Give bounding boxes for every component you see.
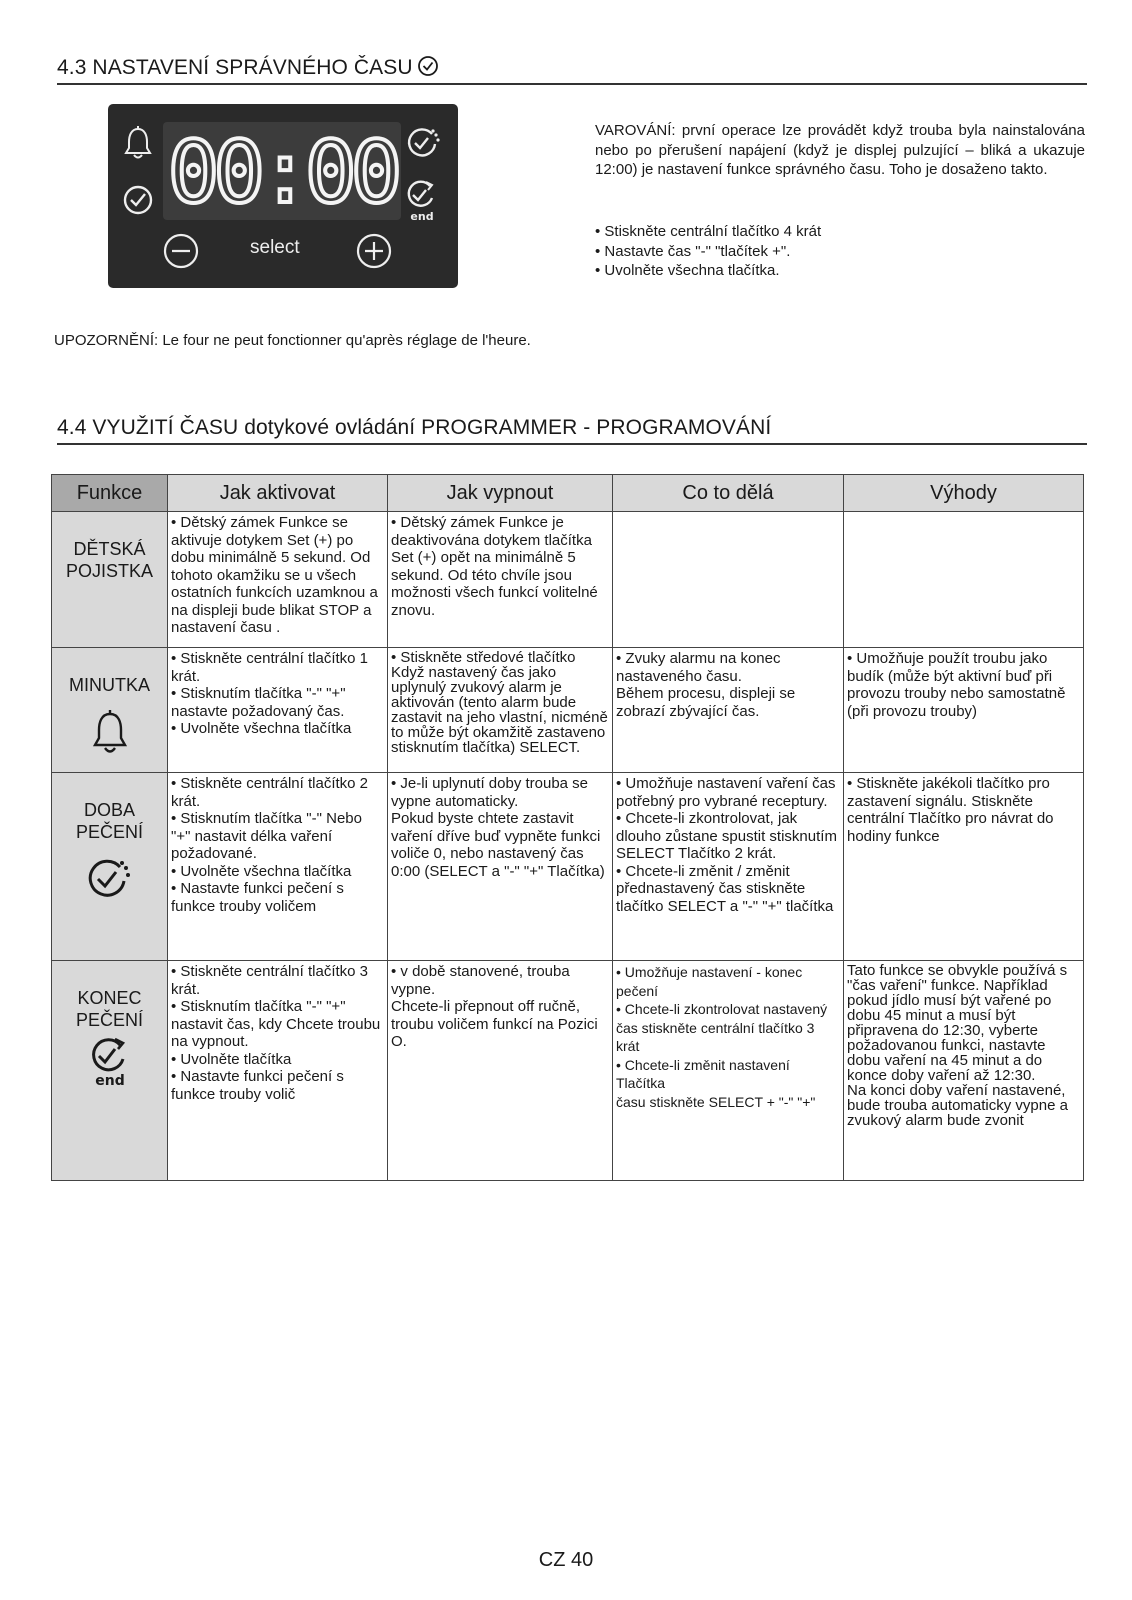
clock-check-icon [122,184,154,216]
cell-text [388,773,612,882]
activate-cell [168,648,388,773]
function-name [52,799,167,843]
cell-text [613,648,843,722]
function-name-line: POJISTKA [65,561,154,581]
cell-line: • Stisknutím tlačítka "-" "+" nastavte požadovaný čas. [171,685,346,720]
function-name-line: DĚTSKÁ [73,539,146,559]
function-name [52,674,167,696]
table-row [52,961,1084,1181]
activate-cell [168,961,388,1181]
cell-line: • Stiskněte středové tlačítko Když nastavený čas jako uplynulý zvukový alarm je aktivován (tento alarm bude zastavit na jeho vlastní, nicméně to může být okamžitě zastaveno stisknutím tlačítka) SELECT. [391,649,608,756]
step-item: • Nastavte čas "-" "tlačítek +". [595,242,791,260]
cell-line: Během procesu, displeji se zobrazí zbývající čas. [616,685,796,720]
alarm-bell-icon [122,126,154,160]
cell-text [388,648,612,757]
cell-line: • Umožňuje nastavení vaření čas potřebný pro vybrané receptury. [616,775,836,810]
function-name [52,538,167,582]
page-number: CZ 40 [538,1549,594,1571]
description-cell [613,773,844,961]
cell-line: • v době stanovené, trouba vypne. [391,963,570,998]
cell-line: • Uvolněte všechna tlačítka [171,862,352,880]
warning-steps [595,222,1085,281]
cell-text [613,961,843,1113]
description-cell [613,512,844,648]
deactivate-cell [388,961,613,1181]
time-digits [167,123,397,223]
cell-line: Pokud byste chtete zastavit vaření dříve buď vypněte funkci voliče 0, nebo nastavený čas 0:00 (SELECT a "-" "+" Tlačítka) [391,810,605,880]
end-cooking-icon [52,1035,167,1087]
cell-line: • Dětský zámek Funkce je deaktivována dotykem tlačítka Set (+) opět na minimálně 5 sekund. Od této chvíle jsou možnosti všech funkcí volitelné znovu. [391,514,598,619]
column-header: Jak vypnout [388,475,613,512]
cell-text [168,512,387,639]
cell-text [844,961,1083,1130]
select-button[interactable]: select [250,237,300,258]
activate-cell [168,773,388,961]
minus-button[interactable] [163,233,199,269]
cell-text [168,773,387,917]
cooking-time-icon [406,126,442,160]
deactivate-cell [388,648,613,773]
section-heading-4-3 [57,55,1087,85]
notice-text: UPOZORNĚNÍ: Le four ne peut fonctionner qu'après réglage de l'heure. [54,332,531,349]
cell-text [388,961,612,1053]
end-cooking-icon [404,178,440,222]
benefits-cell [844,773,1084,961]
function-name [52,987,167,1031]
cell-line: • Chcete-li změnit / změnit přednastavený čas stiskněte tlačítko SELECT a "-" "+" tlačítka [616,862,834,915]
cell-text [844,512,1083,516]
cell-line: času stiskněte SELECT + "-" "+" [616,1093,816,1110]
cell-line: • Chcete-li zkontrolovat nastavený čas stiskněte centrální tlačítko 3 krát [616,1001,828,1054]
cell-line: Tato funkce se obvykle používá s "čas vaření" funkce. Například pokud jídlo musí být vařené po dobu 45 minut a musí být připravena do 12:30, vyberte požadovanou funkci, nastavte dobu vaření na 45 minut a do konce doby vaření až 12:30. [847,962,1068,1084]
function-name-line: PEČENÍ [75,1010,144,1030]
column-header: Co to dělá [613,475,844,512]
cell-line: • Stiskněte centrální tlačítko 3 krát. [171,963,369,998]
activate-cell [168,512,388,648]
cell-line: • Dětský zámek Funkce se aktivuje dotykem Set (+) po dobu minimálně 5 sekund. Od tohoto okamžiku se u všech ostatních funkcích uzamknou a na displeji bude blikat STOP a nastavení času . [171,514,378,636]
cell-text [388,512,612,621]
benefits-cell [844,512,1084,648]
cell-line: • Stisknutím tlačítka "-" Nebo "+" nastavit délka vaření požadované. [171,810,362,862]
cell-line: • Je-li uplynutí doby trouba se vypne automaticky. [391,775,589,810]
cell-line: • Stisknutím tlačítka "-" "+" nastavit čas, kdy Chcete troubu na vypnout. [171,998,381,1050]
cell-line: • Nastavte funkci pečení s funkce trouby voličem [171,880,344,915]
cell-line: • Chcete-li zkontrolovat, jak dlouho zůstane spustit stisknutím SELECT Tlačítko 2 krát. [616,810,837,862]
function-name-line: KONEC [77,988,142,1008]
table-row [52,773,1084,961]
section-heading-4-4 [57,416,1087,445]
bell-icon [52,710,167,756]
plus-button[interactable] [356,233,392,269]
cell-line: • Umožňuje nastavení - konec pečení [616,964,803,999]
description-cell [613,961,844,1181]
cell-text [168,648,387,740]
cell-line: • Zvuky alarmu na konec nastaveného času. [616,650,781,685]
cell-line: • Stiskněte centrální tlačítko 2 krát. [171,775,369,810]
cell-text [844,648,1083,722]
cell-line: • Uvolněte všechna tlačítka [171,720,352,737]
cell-text [613,512,843,516]
cell-line: • Stiskněte jakékoli tlačítko pro zastavení signálu. Stiskněte centrální Tlačítko pro návrat do hodiny funkce [847,775,1054,845]
table-row [52,648,1084,773]
svg-text:end: end [94,1073,125,1089]
warning-text: VAROVÁNÍ: první operace lze provádět když trouba byla nainstalována nebo po přerušení napájení (když je displej pulzující – bliká a ukazuje 12:00) je nastavení funkce správného času. Toho je dosaženo takto. [595,122,1085,178]
end-label: end [410,210,434,223]
cell-line: • Chcete-li změnit nastavení Tlačítka [616,1056,790,1091]
column-header: Jak aktivovat [168,475,388,512]
time-readout: 00:00 [167,123,397,223]
function-cell [52,512,168,648]
cell-line: Chcete-li přepnout off ručně, troubu voličem funkcí na Pozici O. [391,998,598,1050]
cell-text [168,961,387,1105]
programmer-table [51,474,1084,1181]
function-name-line: DOBA [83,800,135,820]
deactivate-cell [388,773,613,961]
benefits-cell [844,648,1084,773]
function-cell [52,961,168,1181]
function-cell [52,648,168,773]
cell-line: Na konci doby vaření nastavené, bude trouba automaticky vypne a zvukový alarm bude zvonit [847,1082,1068,1129]
cell-text [613,773,843,917]
deactivate-cell [388,512,613,648]
column-header: Výhody [844,475,1084,512]
benefits-cell [844,961,1084,1181]
clock-check-icon [417,55,439,77]
cell-text [844,773,1083,847]
section-title: 4.3 NASTAVENÍ SPRÁVNÉHO ČASU [57,56,413,79]
cell-line: • Umožňuje použít troubu jako budík (může být aktivní buď při provozu trouby nebo samostatně (při provozu trouby) [847,650,1066,720]
step-item: • Uvolněte všechna tlačítka. [595,262,780,279]
section-title: 4.4 VYUŽITÍ ČASU dotykové ovládání PROGRAMMER - PROGRAMOVÁNÍ [57,416,772,439]
table-header-row [52,475,1084,512]
cell-line: • Nastavte funkci pečení s funkce trouby volič [171,1068,344,1103]
timer-display-panel [108,104,458,288]
table-row [52,512,1084,648]
digital-screen [163,122,401,223]
column-header: Funkce [52,475,168,512]
cell-line: • Stiskněte centrální tlačítko 1 krát. [171,650,369,685]
cell-line: • Uvolněte tlačítka [171,1050,292,1068]
cooking-time-icon [52,857,167,901]
function-cell [52,773,168,961]
step-item: • Stiskněte centrální tlačítko 4 krát [595,223,822,240]
function-name-line: MINUTKA [69,675,150,695]
function-name-line: PEČENÍ [75,822,144,842]
description-cell [613,648,844,773]
